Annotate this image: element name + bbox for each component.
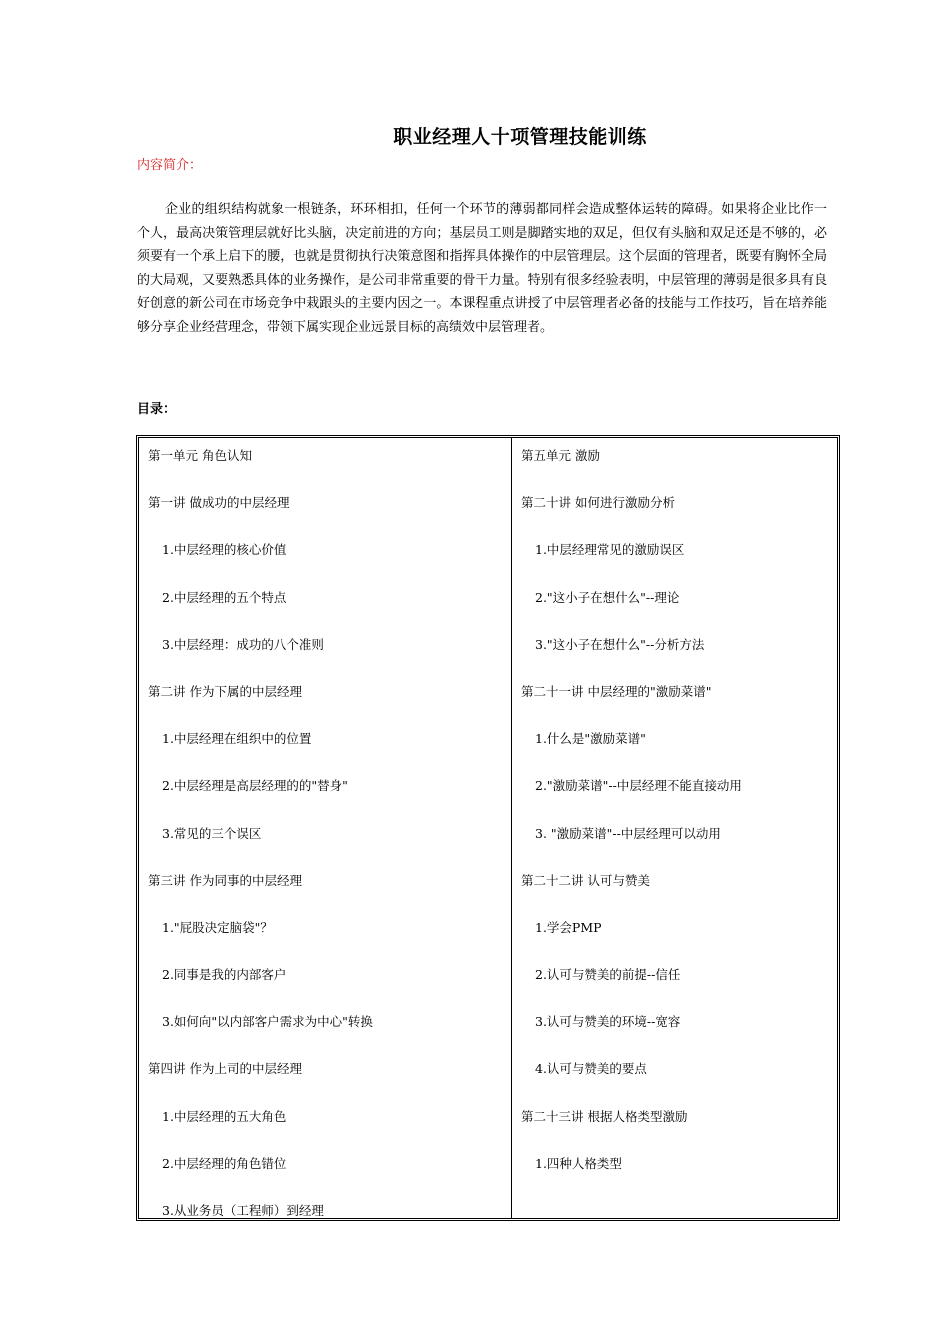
toc-subitem: 2."这小子在想什么"--理论 (535, 589, 680, 605)
toc-subitem: 1.学会PMP (535, 919, 602, 935)
toc-subitem: 1.中层经理的五大角色 (162, 1108, 287, 1124)
toc-heading: 第五单元 激励 (521, 448, 600, 463)
toc-subitem: 3.从业务员（工程师）到经理 (162, 1203, 324, 1218)
toc-subitem: 3.中层经理：成功的八个准则 (162, 636, 324, 652)
toc-subitem: 2."激励菜谱"--中层经理不能直接动用 (535, 778, 742, 794)
toc-heading: 第二十一讲 中层经理的"激励菜谱" (521, 683, 712, 699)
toc-subitem: 2.认可与赞美的前提--信任 (535, 967, 681, 983)
toc-subitem: 3. "激励菜谱"--中层经理可以动用 (535, 825, 721, 841)
toc-label: 目录： (137, 402, 177, 417)
toc-subitem: 1.中层经理的核心价值 (162, 542, 287, 558)
toc-subitem: 3."这小子在想什么"--分析方法 (535, 636, 705, 652)
toc-subitem: 4.认可与赞美的要点 (535, 1061, 647, 1077)
toc-subitem: 2.中层经理的五个特点 (162, 589, 287, 605)
toc-subitem: 1.四种人格类型 (535, 1155, 622, 1171)
toc-heading: 第二十讲 如何进行激励分析 (521, 495, 675, 511)
toc-subitem: 2.同事是我的内部客户 (162, 967, 287, 983)
intro-paragraph: 企业的组织结构就象一根链条，环环相扣，任何一个环节的薄弱都同样会造成整体运转的障碍。如果将企业比作一个人，最高决策管理层就好比头脑，决定前进的方向；基层员工则是脚踏实地的双足，但仅有头脑和双足还是不够的，必须要有一个承上启下的腰，也就是贯彻执行决策意图和指挥具体操作的中层管理层。这个层面的管理者，既要有胸怀全局的大局观，又要熟悉具体的业务操作，是公司非常重要的骨干力量。特别有很多经验表明，中层管理的薄弱是很多具有良好创意的新公司在市场竞争中栽跟头的主要内因之一。本课程重点讲授了中层管理者必备的技能与工作技巧，旨在培养能够分享企业经营理念，带领下属实现企业远景目标的高绩效中层管理者。 (137, 202, 827, 335)
toc-heading: 第一讲 做成功的中层经理 (148, 495, 290, 511)
toc-left-column (139, 438, 512, 1218)
document-title: 职业经理人十项管理技能训练 (393, 126, 647, 148)
toc-subitem: 2.中层经理是高层经理的的"替身" (162, 778, 348, 794)
toc-subitem: 3.常见的三个误区 (162, 825, 262, 841)
toc-subitem: 1.中层经理常见的激励误区 (535, 542, 685, 558)
toc-heading: 第二十二讲 认可与赞美 (521, 872, 650, 888)
toc-subitem: 3.如何向"以内部客户需求为中心"转换 (162, 1014, 373, 1030)
toc-right-column (512, 438, 837, 1218)
toc-subitem: 2.中层经理的角色错位 (162, 1155, 287, 1171)
toc-subitem: 1.中层经理在组织中的位置 (162, 731, 312, 747)
toc-heading: 第三讲 作为同事的中层经理 (148, 872, 302, 888)
toc-heading: 第四讲 作为上司的中层经理 (148, 1061, 302, 1077)
intro-label: 内容简介： (137, 158, 203, 173)
toc-heading: 第一单元 角色认知 (148, 448, 252, 463)
toc-table (136, 435, 840, 1221)
toc-subitem: 3.认可与赞美的环境--宽容 (535, 1014, 681, 1030)
toc-subitem: 1.什么是"激励菜谱" (535, 731, 646, 747)
toc-heading: 第二十三讲 根据人格类型激励 (521, 1108, 688, 1124)
toc-heading: 第二讲 作为下属的中层经理 (148, 683, 302, 699)
toc-subitem: 1."屁股决定脑袋"？ (162, 919, 273, 935)
